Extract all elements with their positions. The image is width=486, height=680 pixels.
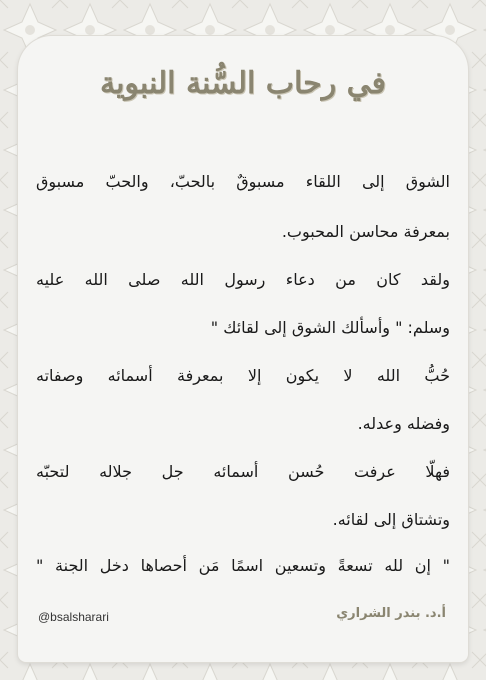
text-line-3: ولقد كان من دعاء رسول الله صلى الله عليه: [36, 270, 450, 289]
text-line-4: وسلم: " وأسألك الشوق إلى لقائك ": [210, 318, 450, 337]
text-line-2: بمعرفة محاسن المحبوب.: [281, 222, 450, 241]
text-line-6: وفضله وعدله.: [357, 414, 450, 433]
author-name: أ.د. بندر الشراري: [336, 606, 446, 621]
page-title: في رحاب السُّنة النبوية: [100, 66, 386, 101]
text-line-9: " إن لله تسعةً وتسعين اسمًا مَن أحصاها دخل الجنة ": [36, 556, 450, 575]
social-handle: @bsalsharari: [38, 610, 109, 624]
text-line-5: حُبُّ الله لا يكون إلا بمعرفة أسمائه وصفاته: [36, 366, 450, 385]
text-line-1: الشوق إلى اللقاء مسبوقٌ بالحبّ، والحبّ مسبوق: [36, 172, 450, 191]
text-line-8: وتشتاق إلى لقائه.: [332, 510, 450, 529]
text-line-7: فهلّا عرفت حُسن أسمائه جل جلاله لتحبّه: [36, 462, 450, 481]
